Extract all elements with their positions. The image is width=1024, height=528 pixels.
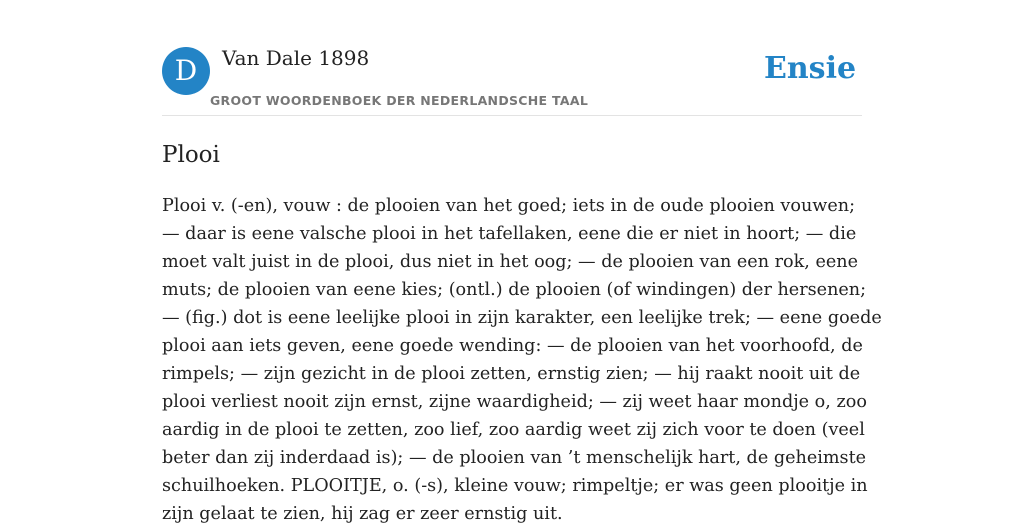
ensie-logo[interactable]: Ensie <box>764 51 857 86</box>
definition-line: — (fig.) dot is eene leelijke plooi in zijn karakter, een leelijke trek; — eene goede <box>162 308 882 328</box>
dictionary-subtitle: GROOT WOORDENBOEK DER NEDERLANDSCHE TAAL <box>210 93 589 108</box>
definition-line: plooi aan iets geven, eene goede wending: — de plooien van het voorhoofd, de <box>162 336 863 356</box>
definition-line: Plooi v. (-en), vouw : de plooien van het goed; iets in de oude plooien vouwen; <box>162 196 856 216</box>
entry-title: Plooi <box>162 142 220 168</box>
header-divider <box>162 115 862 116</box>
definition-line: muts; de plooien van eene kies; (ontl.) de plooien (of windingen) der hersenen; <box>162 280 867 300</box>
dictionary-name[interactable]: Van Dale 1898 <box>222 46 370 70</box>
definition-line: zijn gelaat te zien, hij zag er zeer ernstig uit. <box>162 504 563 524</box>
definition-line: moet valt juist in de plooi, dus niet in het oog; — de plooien van een rok, eene <box>162 252 859 272</box>
definition-line: beter dan zij inderdaad is); — de plooien van ’t menschelijk hart, de geheimste <box>162 448 867 468</box>
dictionary-logo[interactable]: D <box>162 47 210 95</box>
definition-line: schuilhoeken. PLOOITJE, o. (-s), kleine vouw; rimpeltje; er was geen plooitje in <box>162 476 868 496</box>
definition-line: plooi verliest nooit zijn ernst, zijne waardigheid; — zij weet haar mondje o, zoo <box>162 392 867 412</box>
definition-line: aardig in de plooi te zetten, zoo lief, zoo aardig weet zij zich voor te doen (veel <box>162 420 865 440</box>
definition-line: — daar is eene valsche plooi in het tafellaken, eene die er niet in hoort; — die <box>162 224 857 244</box>
definition-line: rimpels; — zijn gezicht in de plooi zetten, ernstig zien; — hij raakt nooit uit de <box>162 364 861 384</box>
entry-definition <box>162 192 882 528</box>
